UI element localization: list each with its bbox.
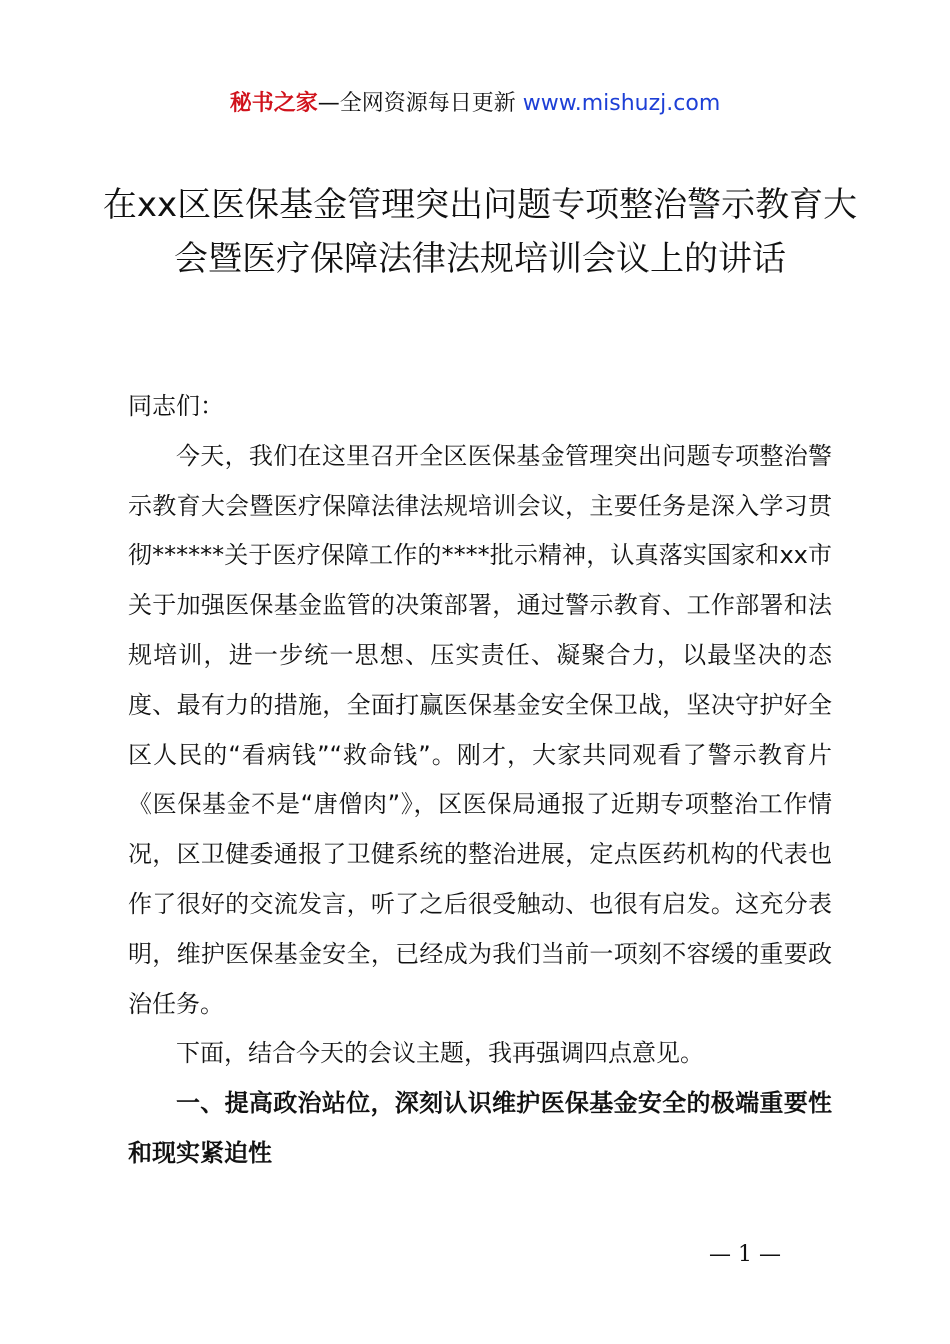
document-title: 在xx区医保基金管理突出问题专项整治警示教育大会暨医疗保障法律法规培训会议上的讲话 [102, 185, 858, 279]
page-number: — 1 — [709, 1242, 781, 1267]
header-tagline: —全网资源每日更新 [317, 91, 523, 116]
salutation: 同志们： [128, 392, 224, 420]
body-paragraph: 今天，我们在这里召开全区医保基金管理突出问题专项整治警示教育大会暨医疗保障法律法规培训会议，主要任务是深入学习贯彻******关于医疗保障工作的****批示精神，认真落实国家和xx市关于加强医保基金监管的决策部署，通过警示教育、工作部署和法规培训，进一步统一思想、压实责任、凝聚合力，以最坚决的态度、最有力的措施，全面打赢医保基金安全保卫战，坚决守护好全区人民的“看病钱”“救命钱”。刚才，大家共同观看了警示教育片《医保基金不是“唐僧肉”》，区医保局通报了近期专项整治工作情况，区卫健委通报了卫健系统的整治进展，定点医药机构的代表也作了很好的交流发言，听了之后很受触动、也很有启发。这充分表明，维护医保基金安全，已经成为我们当前一项刻不容缓的重要政治任务。 [128, 441, 832, 1018]
site-url-link[interactable]: www.mishuzj.com [522, 91, 721, 116]
brand-name: 秘书之家 [229, 91, 318, 116]
section-heading: 一、提高政治站位，深刻认识维护医保基金安全的极端重要性和现实紧迫性 [128, 1089, 832, 1167]
site-header [0, 88, 950, 120]
body-paragraph: 下面，结合今天的会议主题，我再强调四点意见。 [176, 1039, 704, 1068]
document-body [128, 382, 832, 1179]
